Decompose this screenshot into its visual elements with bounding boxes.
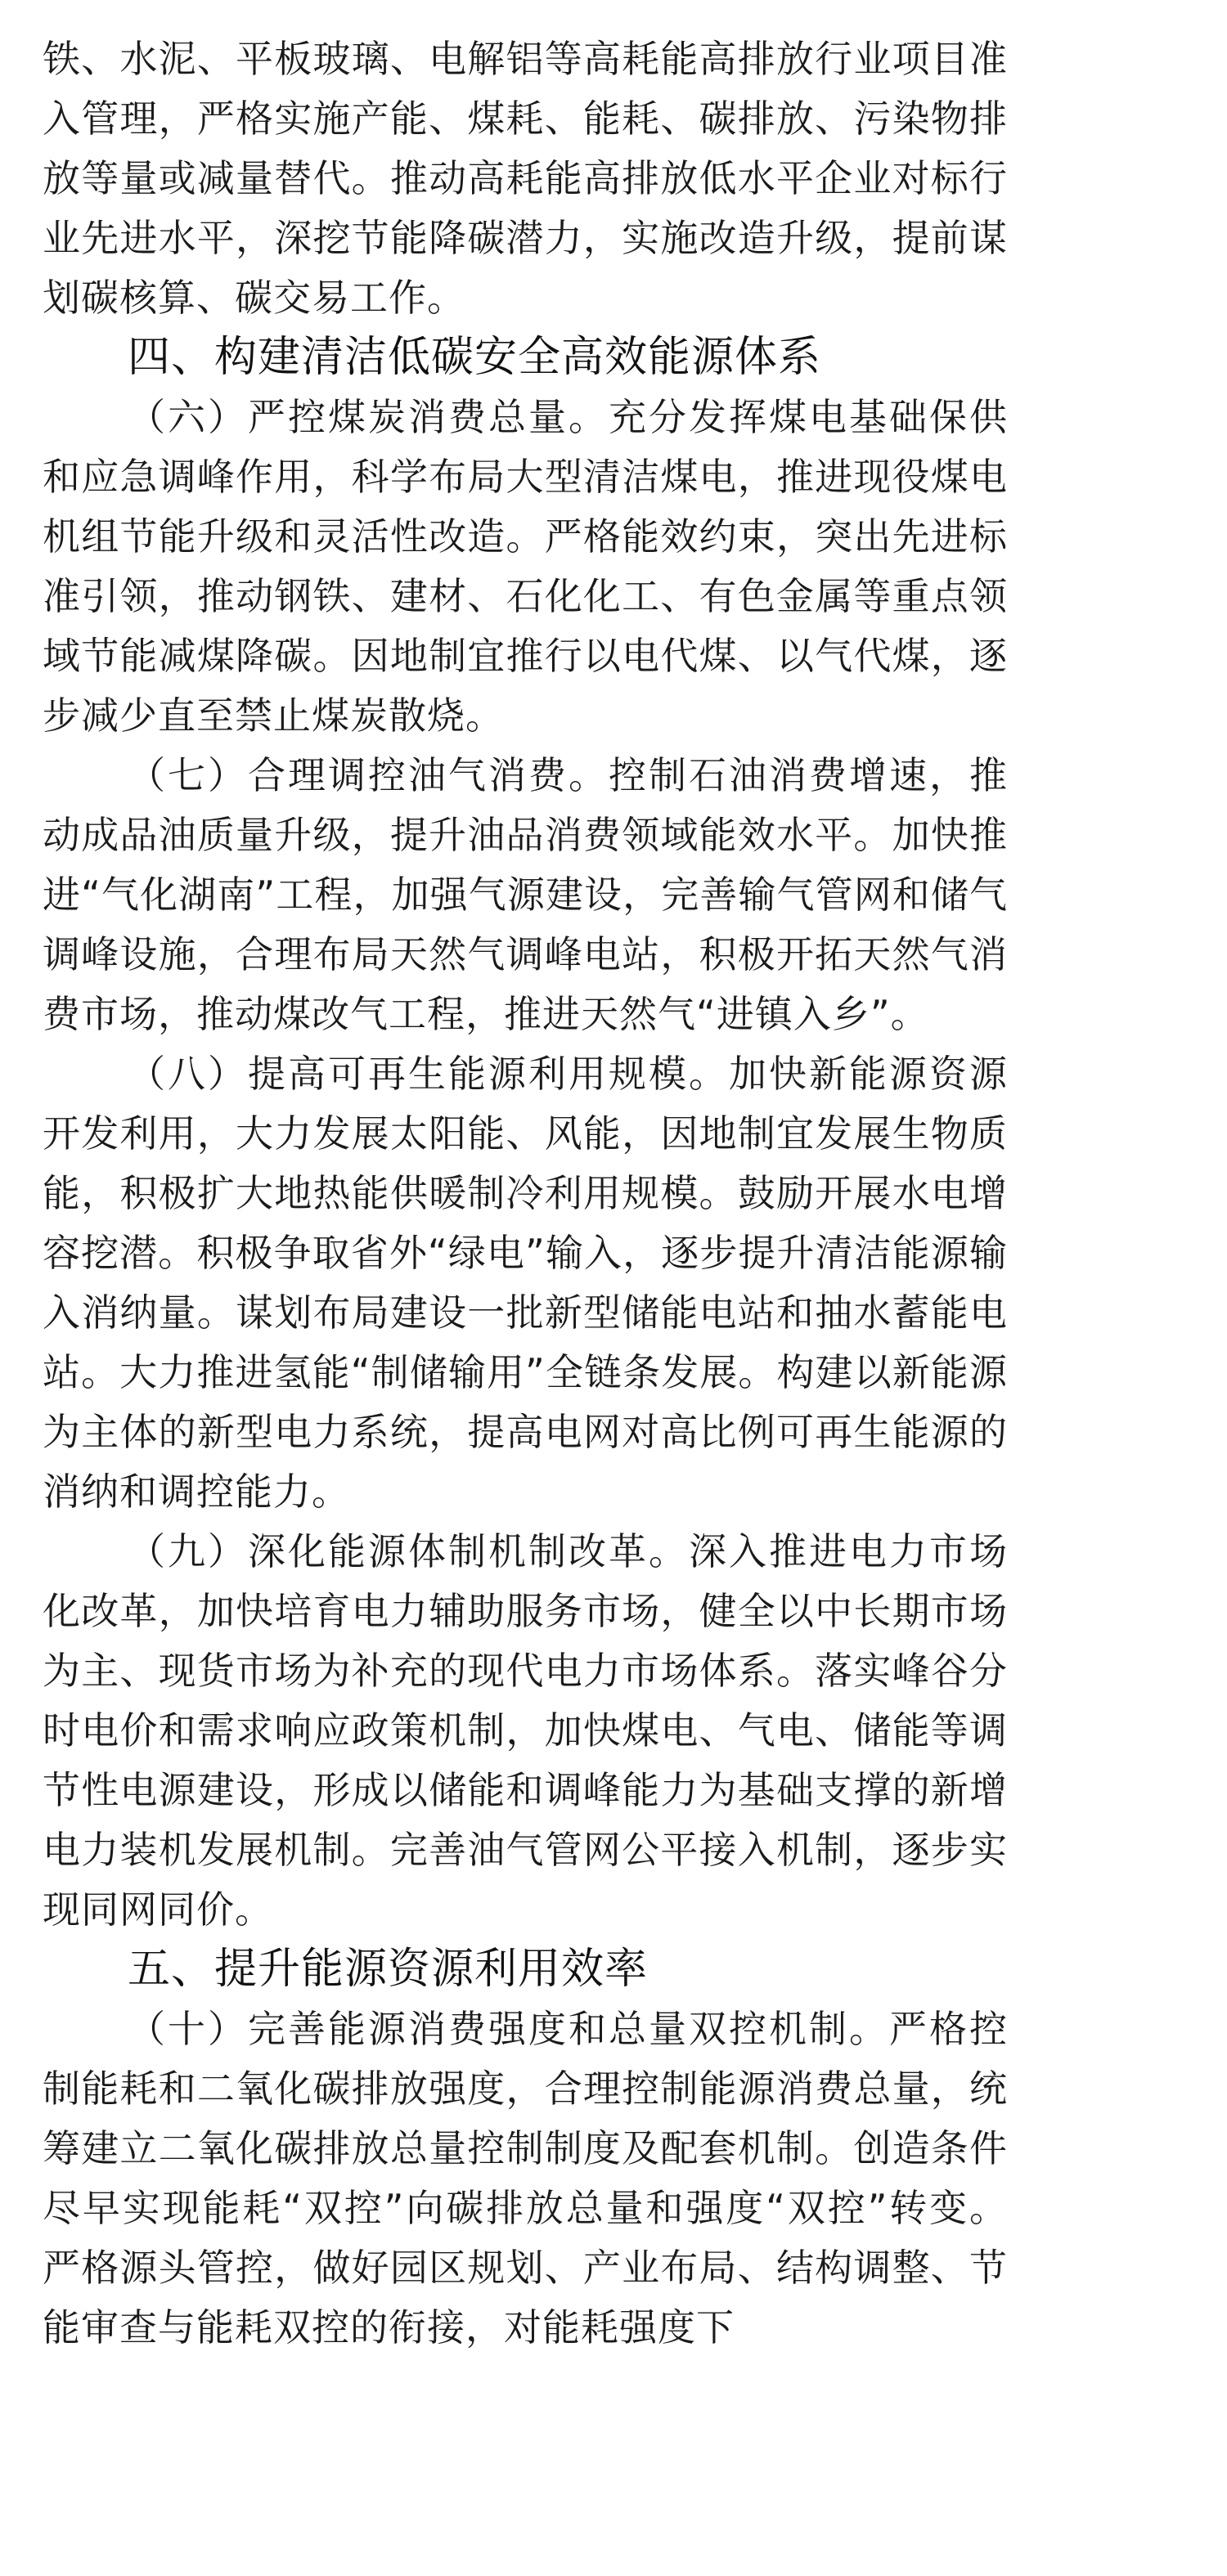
section-heading-four: 四、构建清洁低碳安全高效能源体系 [128, 333, 822, 382]
paragraph-item-nine: （九）深化能源体制机制改革。深入推进电力市场化改革，加快培育电力辅助服务市场，健全以中长期市场为主、现货市场为补充的现代电力市场体系。落实峰谷分时电价和需求响应政策机制，加快煤电、气电、储能等调节性电源建设，形成以储能和调峰能力为基础支撑的新增电力装机发展机制。完善油气管网公平接入机制，逐步实现同网同价。 [43, 1529, 1008, 1932]
section-heading-five: 五、提升能源资源利用效率 [128, 1945, 649, 1994]
paragraph-item-seven: （七）合理调控油气消费。控制石油消费增速，推动成品油质量升级，提升油品消费领域能效水平。加快推进“气化湖南”工程，加强气源建设，完善输气管网和储气调峰设施，合理布局天然气调峰电站，积极开拓天然气消费市场，推动煤改气工程，推进天然气“进镇入乡”。 [43, 753, 1008, 1036]
paragraph-continuation: 铁、水泥、平板玻璃、电解铝等高耗能高排放行业项目准入管理，严格实施产能、煤耗、能耗、碳排放、污染物排放等量或减量替代。推动高耗能高排放低水平企业对标行业先进水平，深挖节能降碳潜力，实施改造升级，提前谋划碳核算、碳交易工作。 [43, 37, 1008, 320]
document-body [43, 29, 1008, 2358]
paragraph-item-eight: （八）提高可再生能源利用规模。加快新能源资源开发利用，大力发展太阳能、风能，因地制宜发展生物质能，积极扩大地热能供暖制冷利用规模。鼓励开展水电增容挖潜。积极争取省外“绿电”输入，逐步提升清洁能源输入消纳量。谋划布局建设一批新型储能电站和抽水蓄能电站。大力推进氢能“制储输用”全链条发展。构建以新能源为主体的新型电力系统，提高电网对高比例可再生能源的消纳和调控能力。 [43, 1052, 1008, 1514]
paragraph-item-ten: （十）完善能源消费强度和总量双控机制。严格控制能耗和二氧化碳排放强度，合理控制能源消费总量，统筹建立二氧化碳排放总量控制制度及配套机制。创造条件尽早实现能耗“双控”向碳排放总量和强度“双控”转变。严格源头管控，做好园区规划、产业布局、结构调整、节能审查与能耗双控的衔接，对能耗强度下 [43, 2007, 1008, 2349]
paragraph-item-six: （六）严控煤炭消费总量。充分发挥煤电基础保供和应急调峰作用，科学布局大型清洁煤电，推进现役煤电机组节能升级和灵活性改造。严格能效约束，突出先进标准引领，推动钢铁、建材、石化化工、有色金属等重点领域节能减煤降碳。因地制宜推行以电代煤、以气代煤，逐步减少直至禁止煤炭散烧。 [43, 395, 1008, 738]
